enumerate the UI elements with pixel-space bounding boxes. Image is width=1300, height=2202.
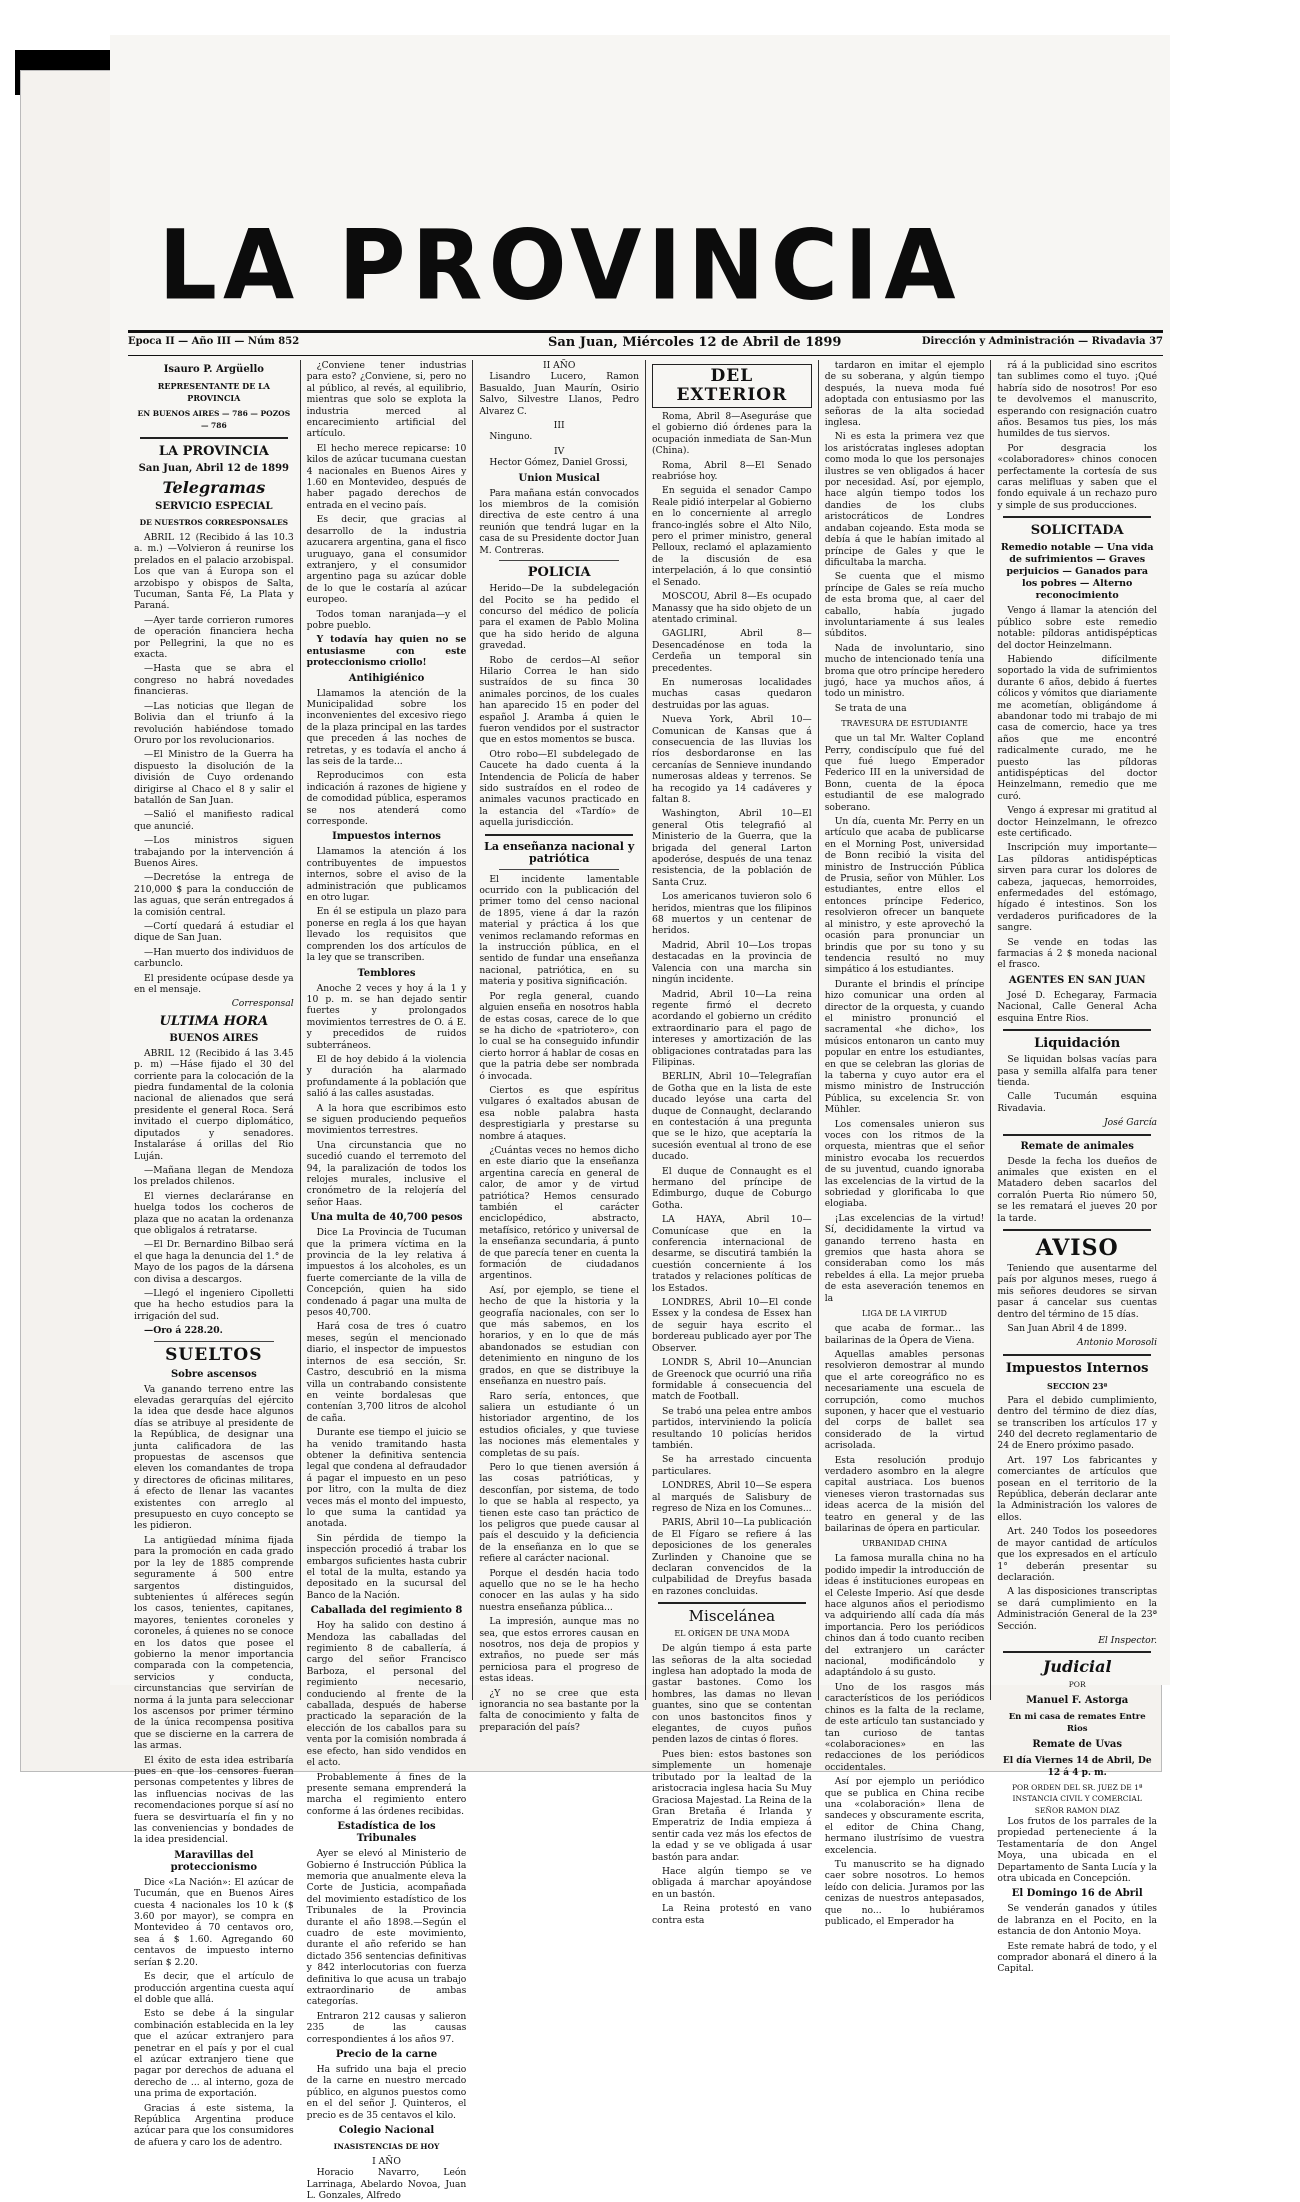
paragraph: —Hasta que se abra el congreso no habrá novedades financieras. <box>134 663 294 698</box>
paragraph: ¿Conviene tener industrias para esto? ¿Conviene, si, pero no al público, al revés, al equilibrio, mientras que solo se explota la industria merced al encarecimiento artificial del artículo. <box>306 360 467 440</box>
paragraph: A la hora que escribimos esto se siguen produciendo pequeños movimientos terrestres. <box>306 1102 467 1137</box>
paragraph: —Los ministros siguen trabajando por la intervención á Buenos Aires. <box>134 835 294 869</box>
paragraph: Art. 197 Los fabricantes y comerciantes de artículos que posean en el territorio de la República, deberán declarar ante la Administración los valores de ellos. <box>997 1454 1158 1523</box>
columns <box>128 360 1163 2202</box>
dateline <box>128 330 1163 356</box>
paragraph: Ninguno. <box>489 431 533 443</box>
paragraph: El viernes declaráranse en huelga todos los cocheros de plaza que no acatan la ordenanza que obligalos á retratarse. <box>134 1190 294 1236</box>
signature: José García <box>1103 1117 1158 1129</box>
paragraph: En seguida el senador Campo Reale pidió interpelar al Gobierno en lo concerniente al arreglo franco-inglés sobre el Alto Nilo, pero el primer ministro, general Pelloux, reclamó el aplazamiento de la discusión de esa interpelación, á lo que consintió el Senado. <box>652 485 812 588</box>
judicial-order: POR ORDEN DEL SR. JUEZ DE 1ª INSTANCIA CIVIL Y COMERCIAL SEÑOR RAMON DIAZ <box>1011 1782 1143 1815</box>
paragraph: PARIS, Abril 10—La publicación de El Fígaro se refiere á las deposiciones de los generales Zurlinden y Chanoine que se declaran convencidos de la culpabilidad de Dreyfus basada en razones concluidas. <box>652 1517 812 1597</box>
paragraph: Los americanos tuvieron solo 6 heridos, mientras que los filipinos 68 muertos y un centenar de heridos. <box>652 891 812 937</box>
paragraph: Se liquidan bolsas vacías para pasa y semilla alfalfa para tener tienda. <box>997 1054 1158 1088</box>
paragraph: Pero lo que tienen aversión á las cosas patrióticas, y desconfían, por sistema, de todo lo que se habla al respecto, ya tienen este caso tan práctico de los peligros que puede causar al país el descuido y la deficiencia de la enseñanza en lo que se refiere al carácter nacional. <box>479 1461 640 1565</box>
paragraph: MOSCOU, Abril 8—Es ocupado Manassy que ha sido objeto de un atentado criminal. <box>652 591 812 625</box>
impuestos-internos-heading: Impuestos internos <box>332 831 441 843</box>
maravillas-heading: Maravillas del proteccionismo <box>170 1849 258 1873</box>
paragraph: La antigüedad mínima fijada para la promoción en cada grado por la ley de 1885 comprende seguramente á 500 entre sargentos distinguidos, subtenientes ú alféreces según los casos, tenientes, capitanes, mayores, tenientes coroneles y coroneles, á quienes no se conoce en los datos que posee el gobierno la menor importancia comparada con la competencia, servicios y conducta, circunstancias que servirían de norma á la junta para seleccionar los ascensos por primer término de la única recompensa positiva que se discierne en la carrera de las armas. <box>134 1534 294 1752</box>
paragraph: LONDR S, Abril 10—Anuncian de Greenock que ocurrió una riña formidable á consecuencia del match de Football. <box>652 1357 812 1403</box>
paragraph: Por desgracia los «colaboradores» chinos conocen perfectamente la cortesía de sus caras melifluas y saben que el fondo equivale á un rechazo puro y simple de sus producciones. <box>997 442 1158 511</box>
ascensos-heading: Sobre ascensos <box>170 1368 257 1380</box>
liquidacion-heading: Liquidación <box>1034 1036 1121 1052</box>
judicial-location: En mi casa de remates Entre Rios <box>1008 1711 1146 1734</box>
paragraph: Así, por ejemplo, se tiene el hecho de que la historia y la geografía nacionales, con ser lo que más sabemos, en los horarios, y en lo que de más abandonados se estudian con detenimiento en ninguno de los grados, en que se distribuye la enseñanza en nuestro país. <box>479 1284 640 1388</box>
paragraph: Roma, Abril 8—El Senado reabrióse hoy. <box>652 459 812 483</box>
judicial-heading: Judicial <box>1042 1657 1112 1677</box>
divider <box>1003 1029 1151 1031</box>
impuestos-heading: Impuestos Internos <box>1005 1360 1149 1376</box>
paragraph: Hector Gómez, Daniel Grossi, <box>489 457 628 469</box>
paper-date: San Juan, Abril 12 de 1899 <box>138 463 289 474</box>
paragraph: El hecho merece repicarse: 10 kilos de azúcar tucumana cuestan 4 nacionales en Buenos Aires y 1.60 en Montevideo, después de haber pagado derechos de entrada en el vecino país. <box>306 442 467 511</box>
paragraph: Herido—De la subdelegación del Pocito se ha pedido el concurso del médico de policía para el examen de Pablo Molina que ha sido herido de alguna gravedad. <box>479 583 640 652</box>
paragraph: Y todavía hay quien no se entusiasme con este proteccionismo criollo! <box>306 634 467 669</box>
signature: Antonio Morosoli <box>1076 1337 1158 1349</box>
telegramas-subheading-2: DE NUESTROS CORRESPONSALES <box>139 518 289 527</box>
paragraph: GAGLIRI, Abril 8—Desencadénose en toda la Cerdeña un temporal sin precedentes. <box>652 628 812 674</box>
paragraph: La impresión, aunque mas no sea, que estos errores causan en nosotros, nos deja de propios y extraños, no puede ser más perniciosa para el progreso de estas ideas. <box>479 1616 640 1685</box>
union-musical-heading: Union Musical <box>518 472 600 484</box>
paragraph: tardaron en imitar el ejemplo de su soberana, y algún tiempo después, la nueva moda fué adoptada con entusiasmo por las señoras de la alta sociedad inglesa. <box>824 360 985 429</box>
paragraph: Los comensales unieron sus voces con los ritmos de la orquesta, mientras que el señor ministro evocaba los recuerdos de su juventud, cuando ignoraba las excelencias de la virtud de la sobriedad y glorificaba lo que elogiaba. <box>824 1118 985 1210</box>
judicial-remate: Remate de Uvas <box>1032 1738 1123 1750</box>
paragraph: Para el debido cumplimiento, dentro del término de diez días, se transcriben los artículos 17 y 240 del decreto reglamentario de 24 de Enero próximo pasado. <box>997 1394 1158 1452</box>
paragraph: —Las noticias que llegan de Bolivia dan el triunfo á la revolución habiéndose tomado Oruro por los revolucionarios. <box>134 700 294 746</box>
paragraph: Llamamos la atención de la Municipalidad sobre los inconvenientes del excesivo riego de la plaza principal en las tardes que preceden á las noches de retretas, y es todavía el ancho á las seis de la tarde... <box>306 687 467 767</box>
remate-animales-heading: Remate de animales <box>1020 1140 1134 1152</box>
paragraph: Desde la fecha los dueños de animales que existen en el Matadero deben sacarlos del corralón Puerta Rio número 50, se les rematará el jueves 20 por la tarde. <box>997 1155 1158 1224</box>
impuestos-subheading: SECCION 23ª <box>1046 1380 1108 1391</box>
exterior-heading: DEL EXTERIOR <box>652 364 812 408</box>
divider <box>1003 1229 1151 1231</box>
paragraph: Así por ejemplo un periódico que se publica en China recibe una «colaboración» llena de sandeces y obscuramente escrita, el editor de China Chang, hermano ilustrísimo de vuestra excelencia. <box>824 1776 985 1856</box>
judicial-por: POR <box>1068 1680 1086 1690</box>
paragraph: Madrid, Abril 10—La reina regente firmó el decreto acordando el gobierno un crédito extraordinario para el pago de intereses y amortización de las obligaciones contratadas para las Filipinas. <box>652 988 812 1068</box>
paragraph: LONDRES, Abril 10—El conde Essex y la condesa de Essex han de seguir haya escrito el bordereau publicado ayer por The Observer. <box>652 1297 812 1354</box>
aviso-heading: AVISO <box>1035 1234 1119 1261</box>
paragraph: Se trata de una <box>834 702 907 714</box>
paragraph: El éxito de esta idea estribaría pues en que los censores fueran personas competentes y libres de las influencias nocivas de las recomendaciones porque sí así no fuera se desvirtuaría el fin y no las conveniencias y bondades de la idea presidencial. <box>134 1754 294 1846</box>
paragraph: Sin pérdida de tiempo la inspección procedió á trabar los embargos suficientes hasta cubrir el total de la multa, estando ya depositado en la sucursal del Banco de la Nación. <box>306 1532 467 1601</box>
agentes-heading: AGENTES EN SAN JUAN <box>1008 974 1146 986</box>
column-6 <box>991 360 1163 1975</box>
liga-virtud-heading: LIGA DE LA VIRTUD <box>862 1309 947 1319</box>
masthead-title: LA PROVINCIA <box>158 209 962 322</box>
paragraph: Inscripción muy importante—Las píldoras antidispépticas sirven para curar los dolores de cabeza, jaquecas, hemorroides, enfermedades del estómago, hígado é intestinos. Son los verdaderos purificadores de la sangre. <box>997 842 1158 934</box>
paragraph: ABRIL 12 (Recibido á las 10.3 a. m.) —Volvieron á reunirse los prelados en el palacio arzobispal. Los que van á Europa son el arzobispo y obispos de Salta, Tucuman, Santa Fé, La Plata y Paraná. <box>134 532 294 612</box>
paragraph: Lisandro Lucero, Ramon Basualdo, Juan Maurín, Osirio Salvo, Silvestre Llanos, Pedro Alvarez C. <box>479 371 640 417</box>
temblores-heading: Temblores <box>357 967 416 979</box>
ultima-hora-subheading: BUENOS AIRES <box>169 1032 259 1044</box>
paragraph: El presidente ocúpase desde ya en el mensaje. <box>134 972 294 996</box>
policia-heading: POLICIA <box>527 565 591 581</box>
paragraph: Gracias á este sistema, la República Argentina produce azúcar para que los consumidores de afuera y caro los de adentro. <box>134 2102 294 2148</box>
representative-role: REPRESENTANTE DE LA PROVINCIA <box>157 381 270 403</box>
paragraph: —El Dr. Bernardino Bilbao será el que haga la denuncia del 1.° de Mayo de los pagos de la dársena con divisa a descargos. <box>134 1239 294 1285</box>
paragraph: A las disposiciones transcriptas se dará cumplimiento en la Administración General de la 23ª Sección. <box>997 1586 1158 1632</box>
paragraph: Dice La Provincia de Tucuman que la primera víctima en la provincia de la ley relativa á impuestos á los alcoholes, es un fuerte comerciante de la villa de Concepción, quien ha sido condenado á pagar una multa de pesos 40,700. <box>306 1227 467 1319</box>
column-1 <box>128 360 301 2148</box>
divider <box>658 1602 806 1604</box>
paragraph: —Llegó el ingeniero Cipolletti que ha hecho estudios para la irrigación del sud. <box>134 1287 294 1322</box>
urbanidad-heading: URBANIDAD CHINA <box>862 1539 947 1549</box>
column-2 <box>301 360 474 2202</box>
paragraph: Esta resolución produjo verdadero asombro en la alegre capital austriaca. Los buenos vieneses vieron trastornadas sus ideas acerca de la misión del teatro en general y de las bailarinas de ópera en particular. <box>824 1454 985 1534</box>
paragraph: Los frutos de los parrales de la propiedad perteneciente á la Testamentaría de don Angel Moya, una ubicada en el Departamento de Santa Lucía y la otra ubicada en Concepción. <box>997 1815 1158 1884</box>
year-label: II AÑO <box>542 360 576 371</box>
estadistica-heading: Estadística de los Tribunales <box>337 1821 436 1845</box>
paragraph: Ciertos es que espíritus vulgares ó exaltados abusan de esa noble palabra hasta desprestigiarla y prestarse su nombre á ataques. <box>479 1084 640 1142</box>
paragraph: Raro sería, entonces, que saliera un estudiante ó un historiador argentino, de los estudios oficiales, y que tuviese las nociones más elementales y completas de su país. <box>479 1390 640 1459</box>
telegramas-heading: Telegramas <box>162 478 266 497</box>
paragraph: ¿Cuántas veces no hemos dicho en este diario que la enseñanza argentina carecía en general de calor, de amor y de virtud patriótica? Hemos censurado también el carácter enciclopédico, abstracto, metafísico, retórico y universal de la enseñanza secundaria, á punto de que parecía tener en cuenta la formación de ciudadanos argentinos. <box>479 1144 640 1282</box>
paragraph: ¡Las excelencias de la virtud! Sí, decididamente la virtud va ganando terreno hasta en gremios que hasta ahora se consideraban como los más rebeldes á ella. La mejor prueba de esta aseveración tenemos en la <box>824 1212 985 1304</box>
paragraph: —Ayer tarde corrieron rumores de operación financiera hecha por Pellegrini, la que no es exacta. <box>134 614 294 661</box>
divider <box>1003 1651 1151 1653</box>
paragraph: Hará cosa de tres ó cuatro meses, según el mencionado diario, el inspector de impuestos internos de esa sección, Sr. Castro, descubrió en la misma villa un contrabando consistente en veinte bordalesas que contenían 3,700 litros de alcohol de caña. <box>306 1321 467 1424</box>
divider <box>499 869 619 870</box>
paragraph: —El Ministro de la Guerra ha dispuesto la disolución de la división de Cuyo ordenando dirigirse al Chaco el 8 y salir el batallón de San Juan. <box>134 749 294 806</box>
divider <box>154 1341 274 1342</box>
paragraph: Anoche 2 veces y hoy á la 1 y 10 p. m. se han dejado sentir fuertes y prolongados movimientos terrestres de O. á E. y precedidos de ruidos subterráneos. <box>306 982 467 1051</box>
miscelanea-heading: Miscelánea <box>688 1607 776 1626</box>
paragraph: Habiendo difícilmente soportado la vida de sufrimientos durante 6 años, debido á fuertes cólicos y vómitos que diariamente me acometían, obligándome á abandonar todo mi trabajo de mi casa de comercio, hace ya tres años que me encontré radicalmente curado, me he puesto las píldoras antidispépticas del doctor Heinzelmann, remedio que me curó. <box>997 653 1158 802</box>
travesura-heading: TRAVESURA DE ESTUDIANTE <box>841 719 968 729</box>
paragraph: Una circunstancia que no sucedió cuando el terremoto del 94, la paralización de todos los relojes murales, inclusive el cronómetro de la relojería del señor Haas. <box>306 1139 467 1208</box>
signature: El Inspector. <box>1098 1634 1158 1646</box>
paragraph: —Salió el manifiesto radical que anuncié. <box>134 809 294 832</box>
year-label: IV <box>554 445 565 457</box>
paragraph: Un día, cuenta Mr. Perry en un artículo que acaba de publicarse en el Morning Post, universidad de Bonn recibió la visita del ministro de Instrucción Pública de Prusia, señor von Mühler. Los estudiantes, entre ellos el entonces príncipe Federico, resolvieron ofrecer un banquete al ministro, y este aprovechó la ocasión para pronunciar un brindis que por su tono y su tendencia resultó no muy simpático á los estudiantes. <box>824 816 985 976</box>
paragraph: Se cuenta que el mismo príncipe de Gales se reía mucho de esta broma que, al caer del caballo, había jugado involuntariamente á sus leales súbditos. <box>824 571 985 640</box>
precio-carne-heading: Precio de la carne <box>335 2049 438 2061</box>
paragraph: Vengo á expresar mi gratitud al doctor Heinzelmann, le ofrezco este certificado. <box>997 805 1158 839</box>
paragraph: BERLIN, Abril 10—Telegrafían de Gotha que en la lista de este ducado leyóse una carta del duque de Connaught, declarando en contestación á una pregunta que se le hizo, que aceptaría la sucesión eventual al trono de ese ducado. <box>652 1071 812 1163</box>
divider <box>1003 516 1151 518</box>
year-label: III <box>553 420 565 432</box>
paragraph: Es decir, que el artículo de producción argentina cuesta aquí el doble que allá. <box>134 1971 294 2005</box>
paragraph: Vengo á llamar la atención del público sobre este remedio notable: píldoras antidispépticas del doctor Heinzelmann. <box>997 605 1158 651</box>
paragraph: ¿Y no se cree que esta ignorancia no sea bastante por la falta de conocimiento y falta de preparación del país? <box>479 1687 640 1733</box>
divider <box>1003 1134 1151 1136</box>
paragraph: ABRIL 12 (Recibido á las 3.45 p. m) —Háse fijado el 30 del corriente para la colocación de la piedra fundamental de la colonia nacional de alienados que será presidente el general Roca. Será invitado el cuerpo diplomático, diputados y senadores. Instalaráse á orillas del Rio Luján. <box>134 1047 294 1162</box>
paragraph: Roma, Abril 8—Aseguráse que el gobierno dió órdenes para la ocupación inmediata de San-Mun (China). <box>652 411 812 457</box>
paragraph: que un tal Mr. Walter Copland Perry, condiscípulo que fué del que fué luego Emperador Federico III en la universidad de Bonn, cuenta de la época estudiantil de ese malogrado soberano. <box>824 733 985 813</box>
paragraph: El duque de Connaught es el hermano del príncipe de Edimburgo, duque de Coburgo Gotha. <box>652 1165 812 1211</box>
paragraph: Entraron 212 causas y salieron 235 de las causas correspondientes á los años 97. <box>306 2010 467 2045</box>
paragraph: Teniendo que ausentarme del país por algunos meses, ruego á mis señores deudores se sirvan pasar á cancelar sus cuentas dentro del término de 15 días. <box>997 1262 1158 1320</box>
paragraph: Es decir, que gracias al desarrollo de la industria azucarera argentina, gana el fisco uruguayo, gana el consumidor extranjero, y el consumidor argentino paga su azúcar doble de lo que le costaría al azúcar europeo. <box>306 514 467 606</box>
paragraph: José D. Echegaray, Farmacia Nacional, Calle General Acha esquina Entre Rios. <box>997 989 1158 1024</box>
paragraph: Aquellas amables personas resolvieron demostrar al mundo que el arte coreográfico no es necesariamente una escuela de corrupción, como muchos suponen, y hacer que el vestuario del corps de ballet sea considerado de la virtud acrisolada. <box>824 1348 985 1452</box>
column-4 <box>646 360 819 1926</box>
solicitada-subheading: Remedio notable — Una vida de sufrimientos — Graves perjuicios — Ganados para los pobres — Alterno reconocimiento <box>1000 542 1154 602</box>
paragraph: Llamamos la atención á los contribuyentes de impuestos internos, sobre el aviso de la administración que publicamos en otro lugar. <box>306 846 467 904</box>
paragraph: La famosa muralla china no ha podido impedir la introducción de ideas é instituciones europeas en el Celeste Imperio. Así que desde hace algunos años el periodismo va adquiriendo allí cada día más importancia. Pero los periódicos chinos dan á todo cuanto reciben del extranjero un carácter nacional, modificándolo y adaptándolo á su gusto. <box>824 1553 985 1679</box>
paragraph: —Cortí quedará á estudiar el dique de San Juan. <box>134 921 294 944</box>
paper-title: LA PROVINCIA <box>158 444 269 459</box>
paragraph: Otro robo—El subdelegado de Caucete ha dado cuenta á la Intendencia de Policía de haber sido sustraídos en el rodeo de animales vacunos practicado en la estancia del «Tardío» de aquella jurisdicción. <box>479 748 640 829</box>
paragraph: Probablemente á fines de la presente semana emprenderá la marcha el regimiento entero conforme á las órdenes recibidas. <box>306 1771 467 1817</box>
divider <box>1003 1354 1151 1356</box>
paragraph: Se ha arrestado cincuenta particulares. <box>652 1454 812 1477</box>
ultima-hora-heading: ULTIMA HORA <box>159 1013 269 1029</box>
paragraph: El incidente lamentable ocurrido con la publicación del primer tomo del censo nacional de 1895, viene á dar la razón material y práctica á los que venimos reclamando reformas en la instrucción pública, en el sentido de fundar una enseñanza nacional, patriótica, en su materia y positiva significación. <box>479 873 640 988</box>
paragraph: Durante el brindis el príncipe hizo comunicar una orden al director de la orquesta, y cuando el ministro pronunció el sacramental «he dicho», los músicos entonaron un canto muy popular en entre los estudiantes, en que se celebran las glorias de la taberna y cuyo autor era el mismo ministro de Instrucción Pública, su excelencia Sr. von Mühler. <box>824 978 985 1116</box>
judicial-date: El día Viernes 14 de Abril, De 12 á 4 p. m. <box>1002 1755 1152 1778</box>
colegio-subheading: INASISTENCIAS DE HOY <box>333 2142 440 2152</box>
paragraph: —Decretóse la entrega de 210,000 $ para la conducción de las aguas, que serán entregados á la comisión central. <box>134 872 294 918</box>
paragraph: El de hoy debido á la violencia y duración ha alarmado profundamente á la población que salió á las calles asustadas. <box>306 1053 467 1100</box>
paragraph: La Reina protestó en vano contra esta <box>652 1903 812 1926</box>
paragraph: Todos toman naranjada—y el pobre pueblo. <box>306 608 467 631</box>
paragraph: Nada de involuntario, sino mucho de intencionado tenía una broma que otro príncipe heredero jugó, hace ya muchos años, á todo un ministro. <box>824 642 985 700</box>
paragraph: Madrid, Abril 10—Los tropas destacadas en la provincia de Valencia con una marcha sin ningún incidente. <box>652 939 812 986</box>
paragraph: Ni es esta la primera vez que los aristócratas ingleses adoptan como moda lo que los personajes ilustres se ven obligados á hacer por necesidad. Así, por ejemplo, hace algún tiempo todos los dandies de los clubs aristocráticos de Londres andaban cojeando. Esta moda se debía á que le habían imitado al príncipe de Gales y que le dificultaba la marcha. <box>824 431 985 568</box>
paragraph: Por regla general, cuando alguien enseña en nosotros habla de estas cosas, carece de lo que se ha dicho de «patriotero», con lo cual se ha conseguido infundir cierto horror á hablar de cosas en que la patria debe ser nombrada ó invocada. <box>479 990 640 1082</box>
paragraph: Robo de cerdos—Al señor Hilario Correa le han sido sustraídos de su finca 30 animales porcinos, de los cuales han aparecido 15 en poder del español J. Aramba á quien le fueron vendidos por el sustractor que en estos momentos se busca. <box>479 654 640 746</box>
paragraph: rá á la publicidad sino escritos tan sublimes como el tuyo. ¡Qué habría sido de nosotros! Por eso te devolvemos el manuscrito, esperando con resignación cuatro años. Besamos tus pies, los más humildes de tus siervos. <box>997 360 1158 440</box>
colegio-year: I AÑO <box>372 2156 401 2168</box>
paragraph: En numerosas localidades muchas casas quedaron destruidas por las aguas. <box>652 676 812 711</box>
paragraph: Porque el desdén hacia todo aquello que no se le ha hecho conocer en las aulas y ha sido nuestra enseñanza pública... <box>479 1567 640 1613</box>
divider <box>499 560 619 561</box>
paragraph: Horacio Navarro, León Larrinaga, Abelardo Novoa, Juan L. Gonzales, Alfredo <box>306 2167 467 2202</box>
paragraph: —Mañana llegan de Mendoza los prelados chilenos. <box>134 1164 294 1188</box>
dateline-address: Dirección y Administración — Rivadavia 37 <box>921 336 1163 347</box>
origen-moda-heading: EL ORÍGEN DE UNA MODA <box>674 1629 790 1639</box>
paragraph: Pues bien: estos bastones son simplemente un homenaje tributado por la lealtad de la aristocracia inglesa hacia Su Muy Graciosa Majestad. La Reina de la Gran Bretaña é Irlanda y Emperatriz de India empieza á sentir cada vez más los efectos de la edad y se ve obligada á usar bastón para andar. <box>652 1748 812 1863</box>
paragraph: Hoy ha salido con destino á Mendoza las caballadas del regimiento 8 de caballería, á cargo del señor Francisco Barboza, el personal del regimiento necesario, conduciendo al frente de la caballada, después de haberse practicado la separación de la elección de los caballos para su venta por la comisión nombrada á ese efecto, han sido vendidos en el acto. <box>306 1620 467 1769</box>
paragraph: Ayer se elevó al Ministerio de Gobierno é Instrucción Pública la memoria que anualmente eleva la Corte de Justicia, acompañada del movimiento estadístico de los Tribunales de la Provincia durante el año 1898.—Según el cuadro de este movimiento, durante el año referido se han dictado 356 sentencias definitivas y 842 interlocutorias con fuerza definitiva lo que acusa un trabajo extraordinario de ambas categorías. <box>306 1848 467 2008</box>
column-5 <box>819 360 992 1927</box>
paragraph: Art. 240 Todos los poseedores de mayor cantidad de artículos que los expresados en el artículo 1° deberán presentar su declaración. <box>997 1526 1158 1583</box>
paragraph: Uno de los rasgos más característicos de los periódicos chinos es la falta de la reclame, de este artículo tan sustanciado y tan curioso de tantas «colaboraciones» en las redacciones de los periódicos occidentales. <box>824 1681 985 1773</box>
paragraph: De algún tiempo á esta parte las señoras de la alta sociedad inglesa han adoptado la moda de gastar bastones. Como los hombres, las damas no llevan guantes, sino que se contentan con unos bastoncitos finos y elegantes, de cuyos puños penden lazos de cintas ó flores. <box>652 1643 812 1746</box>
telegramas-subheading: SERVICIO ESPECIAL <box>155 501 273 512</box>
divider <box>485 834 633 836</box>
paragraph: Hace algún tiempo se ve obligada á marchar apoyándose en un bastón. <box>652 1865 812 1900</box>
paragraph: —Han muerto dos individuos de carbunclo. <box>134 946 294 970</box>
dateline-issue: Epoca II — Año III — Núm 852 <box>128 336 300 347</box>
paragraph: LA HAYA, Abril 10—Comunícase que en la conferencia internacional de desarme, se discutirá también la cuestión concerniente á los tratados y relaciones políticas de los Estados. <box>652 1214 812 1294</box>
paragraph: Se vende en todas las farmacias á 2 $ moneda nacional el frasco. <box>997 936 1158 971</box>
representative-name: Isauro P. Argüello <box>163 364 264 375</box>
paragraph: Para mañana están convocados los miembros de la comisión directiva de este centro á una reunión que tendrá lugar en la casa de su Presidente doctor Juan M. Contreras. <box>479 487 640 556</box>
paragraph: Este remate habrá de todo, y el comprador abonará el dinero á la Capital. <box>997 1940 1158 1975</box>
domingo-heading: El Domingo 16 de Abril <box>1011 1888 1143 1900</box>
column-3 <box>473 360 646 1733</box>
paragraph: Tu manuscrito se ha dignado caer sobre nosotros. Lo hemos leído con delicia. Juramos por las cenizas de nuestros antepasados, que no... lo hubiéramos publicado, el Emperador ha <box>824 1858 985 1927</box>
colegio-heading: Colegio Nacional <box>338 2125 435 2137</box>
paragraph: Va ganando terreno entre las elevadas gerarquías del ejército la idea que desde hace algunos días se atribuye al presidente de la República, de designar una junta calificadora de las propuestas de ascensos que eleven los comandantes de tropa y directores de oficinas militares, á efecto de llenar las vacantes existentes con arreglo al presupuesto en cuyo concepto se les pidieron. <box>134 1383 294 1532</box>
paragraph: Esto se debe á la singular combinación establecida en la ley que el azúcar extranjero para penetrar en el país y por el cual el azúcar extranjero tiene que pagar por derechos de aduana el derecho de ... al interno, goza de una prima de exportación. <box>134 2008 294 2100</box>
paragraph: San Juan Abril 4 de 1899. <box>1007 1323 1127 1334</box>
gold-price: —Oro á 228.20. <box>144 1325 223 1337</box>
signature: Corresponsal <box>231 998 294 1010</box>
paragraph: Ha sufrido una baja el precio de la carne en nuestro mercado público, en algunos puestos como en el del señor J. Quinteros, el precio es de 35 centavos el kilo. <box>306 2064 467 2121</box>
antihigienico-heading: Antihigiénico <box>348 672 425 684</box>
dateline-date: San Juan, Miércoles 12 de Abril de 1899 <box>548 335 842 350</box>
paragraph: Se trabó una pelea entre ambos partidos, interviniendo la policía resultando 10 policías heridos también. <box>652 1405 812 1451</box>
divider <box>140 437 288 439</box>
paragraph: En él se estipula un plazo para ponerse en regla á los que hayan llevado los requisitos que comprenden los dos artículos de la ley que se transcriben. <box>306 906 467 964</box>
caballada-heading: Caballada del regimiento 8 <box>310 1605 463 1617</box>
paragraph: Nueva York, Abril 10—Comunican de Kansas que á consecuencia de las lluvias los ríos desbordaronse en las cercanías de Sennieve inundando numerosas aldeas y terrenos. Se ha recogido ya 14 cadáveres y faltan 8. <box>652 714 812 805</box>
paragraph: Dice «La Nación»: El azúcar de Tucumán, que en Buenos Aires cuesta 4 nacionales los 10 k ($ 3.60 por mayor), se compra en Montevideo á 70 centavos oro, sea á $ 1.60. Agregando 60 centavos de impuesto interno serían $ 2.20. <box>134 1876 294 1968</box>
judicial-auctioneer: Manuel F. Astorga <box>1026 1694 1129 1706</box>
solicitada-heading: SOLICITADA <box>1030 523 1124 539</box>
paragraph: Washington, Abril 10—El general Otis telegrafió al Ministerio de la Guerra, que la brigada del general Larton apoderóse, después de una tenaz resistencia, de la población de Santa Cruz. <box>652 808 812 888</box>
paragraph: Durante ese tiempo el juicio se ha venido tramitando hasta obtener la definitiva sentencia legal que condena al defraudador á pagar el impuesto en un peso por litro, con la multa de diez veces más el monto del impuesto, lo que suma la cantidad ya anotada. <box>306 1427 467 1530</box>
paragraph: LONDRES, Abril 10—Se espera al marqués de Salisbury de regreso de Niza en los Comunes... <box>652 1480 812 1514</box>
paragraph: que acaba de formar... las bailarinas de la Ópera de Viena. <box>824 1323 985 1346</box>
paragraph: Calle Tucumán esquina Rivadavia. <box>997 1091 1158 1114</box>
sueltos-heading: SUELTOS <box>165 1344 263 1365</box>
paragraph: Se venderán ganados y útiles de labranza en el Pocito, en la estancia de don Antonio Moya. <box>997 1903 1158 1938</box>
multa-heading: Una multa de 40,700 pesos <box>310 1212 463 1224</box>
representative-address: EN BUENOS AIRES — 786 — POZOS — 786 <box>137 409 291 430</box>
ensenanza-heading: La enseñanza nacional y patriótica <box>484 839 635 865</box>
paragraph: Reproducimos con esta indicación á razones de higiene y de comodidad pública, esperamos se nos atenderá como corresponde. <box>306 770 467 828</box>
